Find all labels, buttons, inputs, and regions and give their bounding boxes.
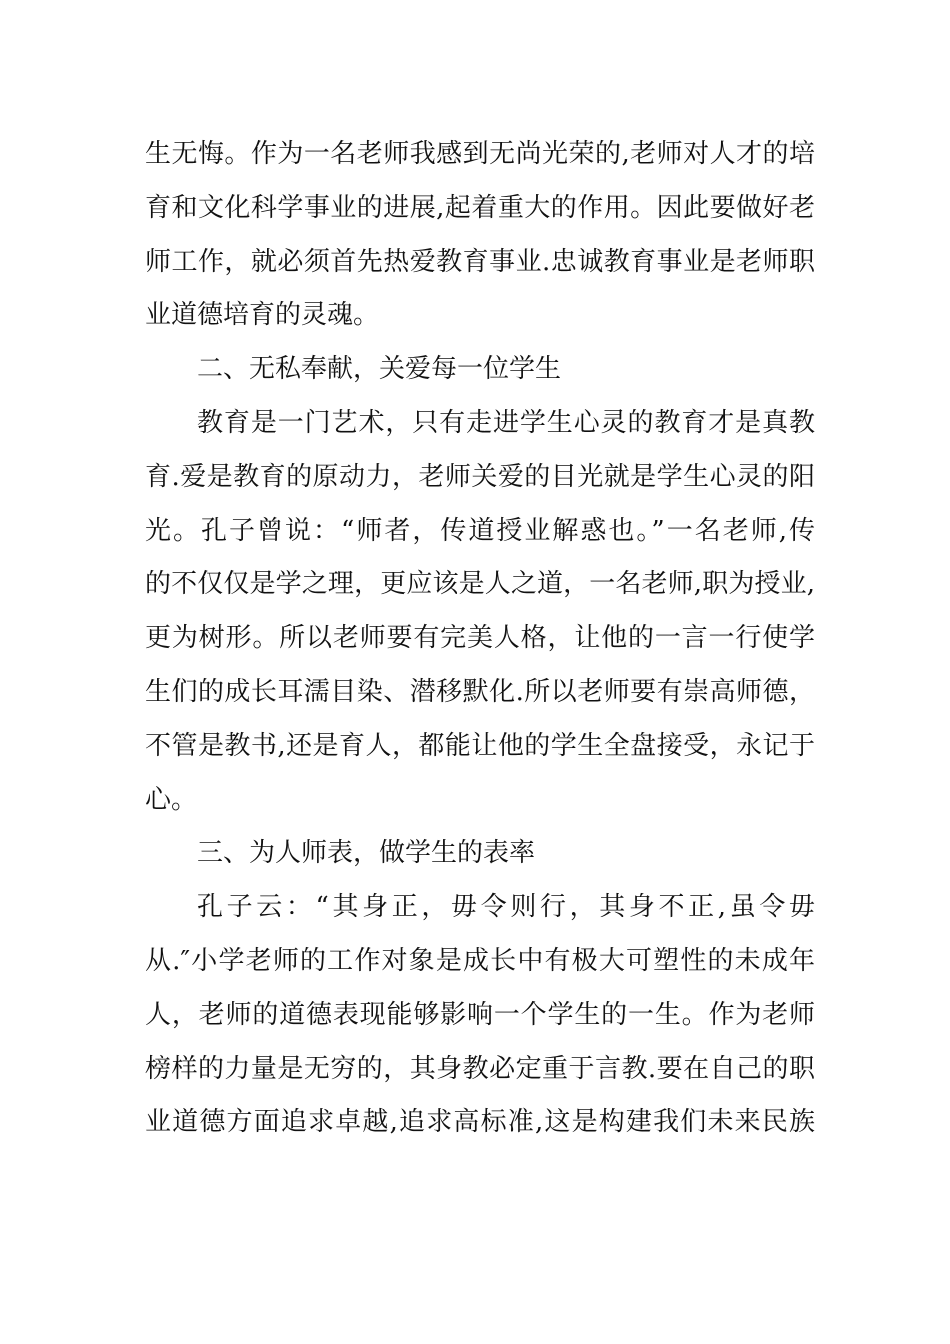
text-line: 更为树形。所以老师要有完美人格，让他的一言一行使学 — [145, 623, 815, 654]
text-line: 生们的成长耳濡目染、潜移默化.所以老师要有崇高师德， — [145, 676, 815, 707]
text-line: 不管是教书,还是育人，都能让他的学生全盘接受，永记于 — [145, 730, 815, 761]
text-line: 育和文化科学事业的进展,起着重大的作用。因此要做好老 — [145, 192, 815, 223]
section-heading: 三、为人师表，做学生的表率 — [197, 838, 536, 869]
text-line: 榜样的力量是无穷的，其身教必定重于言教.要在自己的职 — [145, 1053, 815, 1084]
text-line: 教育是一门艺术，只有走进学生心灵的教育才是真教 — [197, 407, 815, 438]
text-line: 从.″小学老师的工作对象是成长中有极大可塑性的未成年 — [145, 945, 815, 976]
text-line: 业道德培育的灵魂。 — [145, 300, 380, 331]
text-line: 育.爱是教育的原动力，老师关爱的目光就是学生心灵的阳 — [145, 461, 815, 492]
text-line: 人，老师的道德表现能够影响一个学生的一生。作为老师 — [145, 999, 815, 1030]
body-text — [145, 128, 815, 1150]
text-line: 业道德方面追求卓越,追求高标准,这是构建我们未来民族 — [145, 1107, 815, 1138]
section-heading: 二、无私奉献，关爱每一位学生 — [197, 354, 562, 385]
text-line: 生无悔。作为一名老师我感到无尚光荣的,老师对人才的培 — [145, 139, 815, 169]
text-line: 心。 — [145, 784, 198, 815]
text-line: 孔子云：“其身正，毋令则行，其身不正,虽令毋 — [197, 892, 815, 923]
text-line: 光。孔子曾说：“师者，传道授业解惑也。”一名老师,传 — [145, 515, 815, 546]
text-line: 师工作，就必须首先热爱教育事业.忠诚教育事业是老师职 — [145, 246, 815, 277]
text-line: 的不仅仅是学之理，更应该是人之道，一名老师,职为授业, — [145, 569, 815, 600]
